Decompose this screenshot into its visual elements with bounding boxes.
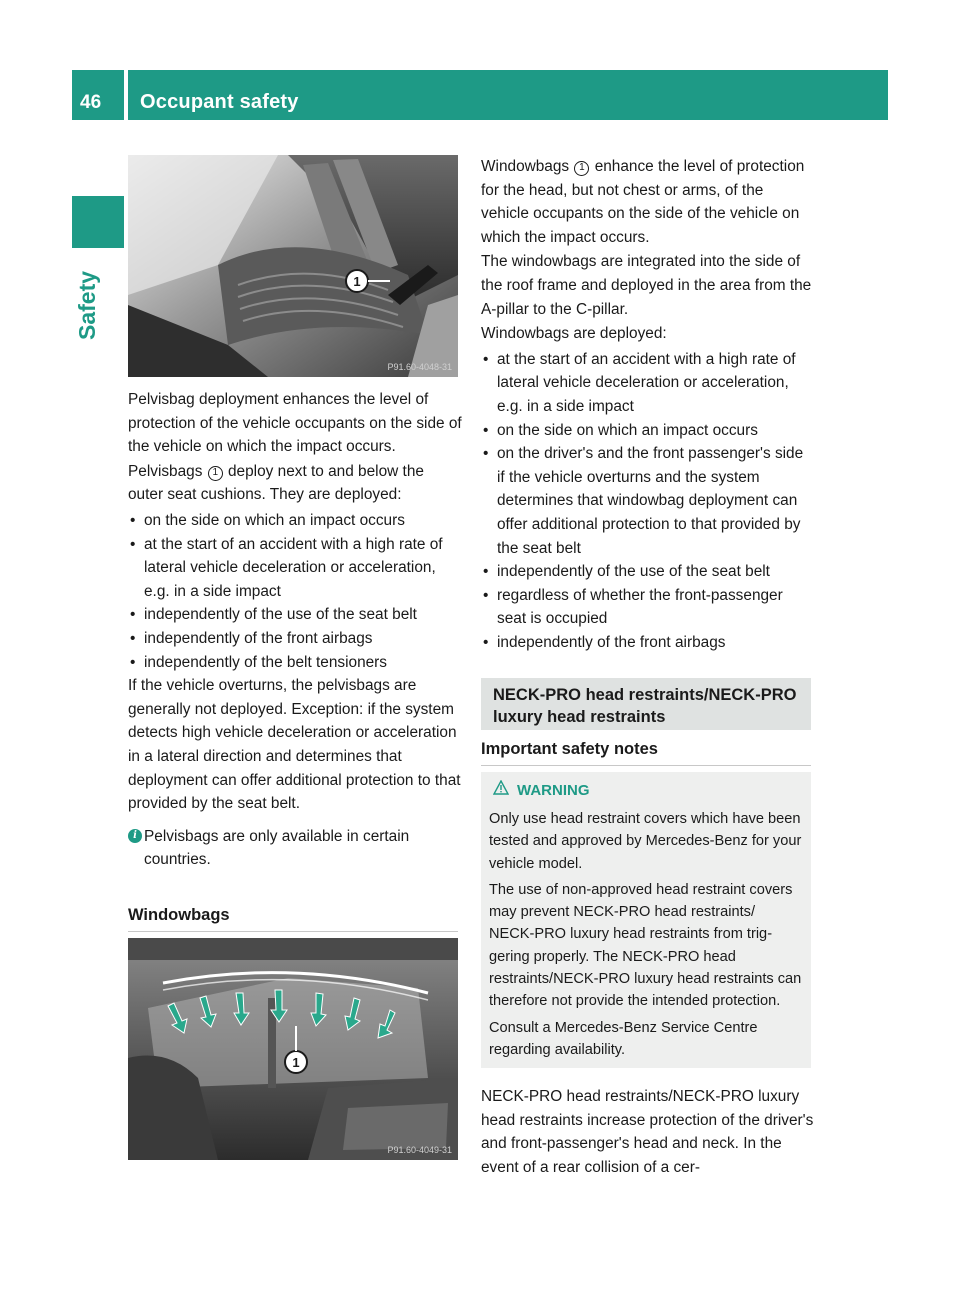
info-note-text: Pelvisbags are only available in certain countries.	[144, 827, 410, 869]
info-note	[128, 825, 462, 872]
warning-title: WARNING	[517, 781, 590, 799]
header-divider	[124, 70, 128, 120]
list-item: • independently of the belt tensioners	[128, 651, 462, 675]
warning-box	[481, 772, 811, 1068]
important-safety-notes-heading: Important safety notes	[481, 740, 811, 766]
deploy-after: deploy next to and below the outer seat cushions. They are deployed:	[128, 462, 424, 504]
list-item: • regardless of whether the front-passenger seat is occupied	[481, 584, 814, 631]
callout-marker: 1	[208, 466, 223, 481]
windowbag-intro-before: Windowbags	[481, 158, 570, 175]
windowbags-heading: Windowbags	[128, 906, 458, 932]
right-column	[481, 155, 814, 654]
windowbag-intro-after: enhance the level of protection for the head, but not chest or arms, of the vehicle occupants on the side of the vehicle on which the impact occurs.	[481, 158, 805, 246]
neck-pro-closing-paragraph: NECK-PRO head restraints/NECK-PRO luxury head restraints increase protection of the driver's and front-passenger's head and neck. In the event of a rear collision of a cer-	[481, 1088, 814, 1176]
windowbag-location: The windowbags are integrated into the side of the roof frame and deployed in the area from the A-pillar to the C-pillar.	[481, 253, 812, 318]
callout-marker: 1	[574, 161, 589, 176]
warning-triangle-icon	[493, 780, 509, 802]
pelvisbag-intro: Pelvisbag deployment enhances the level of protection of the vehicle occupants on the side of the vehicle on which the impact occurs.	[128, 391, 462, 456]
pelvisbag-bullet-list	[128, 509, 462, 674]
page-title: Occupant safety	[140, 91, 299, 113]
overturn-paragraph: If the vehicle overturns, the pelvisbags are generally not deployed. Exception: if the system detects high vehicle deceleration or acceleration in a lateral direction and determines that deployment can offer additional protection to that provided by the seat belt.	[128, 677, 461, 813]
list-item: • independently of the front airbags	[128, 627, 462, 651]
info-icon: i	[128, 829, 142, 843]
pelvis-photo-code: P91.60-4048-31	[387, 362, 452, 372]
list-item: • on the side on which an impact occurs	[481, 419, 814, 443]
warning-header	[493, 778, 803, 804]
list-item: • on the side on which an impact occurs	[128, 509, 462, 533]
windowbags-photo	[128, 938, 458, 1160]
list-item: • on the driver's and the front passenger's side if the vehicle overturns and the system determines that windowbag deployment can offer additional protection to that provided by the seat belt	[481, 442, 814, 560]
section-heading-neck-pro: NECK-PRO head restraints/NECK-PRO luxury head restraints	[481, 678, 811, 730]
deploy-before: Pelvisbags	[128, 462, 203, 480]
windowbag-intro	[481, 155, 814, 249]
list-item: • independently of the use of the seat belt	[128, 603, 462, 627]
pelvis-callout-number: 1	[353, 274, 361, 289]
warning-paragraph: Consult a Mercedes-Benz Service Centre regarding availability.	[489, 1019, 758, 1058]
list-item: • at the start of an accident with a high rate of lateral vehicle deceleration or acceleration, e.g. in a side impact	[481, 348, 814, 419]
windowbag-bullet-list	[481, 348, 814, 655]
side-tab-label: Safety	[74, 270, 100, 340]
list-item: • independently of the front airbags	[481, 631, 814, 655]
page-number: 46	[80, 92, 102, 113]
windowbag-callout-number: 1	[292, 1055, 300, 1070]
windowbag-photo-code: P91.60-4049-31	[387, 1145, 452, 1155]
warning-paragraph: Only use head restraint covers which have been tested and approved by Mercedes-Benz for your vehicle model.	[489, 811, 802, 872]
pelvisbag-seat-photo	[128, 155, 458, 377]
pelvisbag-deploy-paragraph	[128, 460, 462, 507]
windowbag-deployed-lead: Windowbags are deployed:	[481, 325, 667, 343]
list-item: • independently of the use of the seat belt	[481, 560, 814, 584]
warning-paragraph: The use of non-approved head restraint covers may prevent NECK-PRO head restraints/ NECK-PRO luxury head restraints from triggering properly. The NECK-PRO head restraints/NECK-PRO luxury head restraints can therefore not provide the intended protection.	[489, 881, 802, 1010]
list-item: • at the start of an accident with a high rate of lateral vehicle deceleration or acceleration, e.g. in a side impact	[128, 533, 462, 604]
left-column	[128, 388, 462, 872]
side-tab-marker	[72, 196, 124, 248]
